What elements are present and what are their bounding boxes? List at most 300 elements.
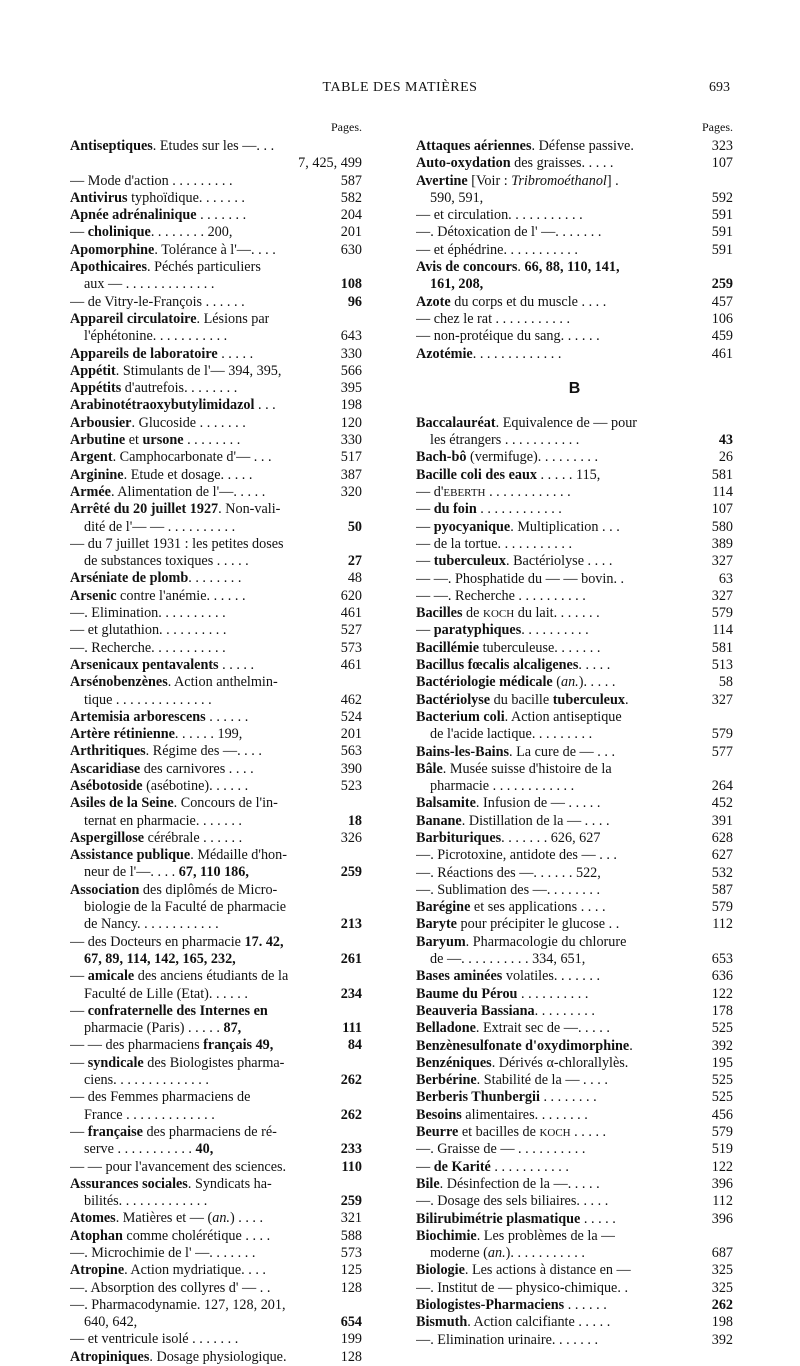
entry-text: de —. . . . . . . . . . 334, 651,: [430, 951, 586, 968]
page-ref: 320: [340, 483, 362, 500]
entry-text: Appétit. Stimulants de l'— 394, 395,: [70, 362, 282, 379]
entry-text: — française des pharmaciens de ré-: [70, 1123, 277, 1140]
page-ref: 587: [340, 172, 362, 189]
entry-text: —. Sublimation des —. . . . . . . .: [416, 881, 601, 898]
index-entry-line: [70, 674, 362, 691]
entry-text: 590, 591,: [430, 189, 484, 206]
index-entry-line: [416, 553, 733, 570]
entry-text: Ascaridiase des carnivores . . . .: [70, 760, 254, 777]
entry-text: Bactériologie médicale (an.). . . . .: [416, 674, 616, 691]
index-entry-line: [70, 1141, 362, 1158]
entry-text: Belladone. Extrait sec de —. . . . .: [416, 1020, 610, 1037]
entry-text: Bilirubimétrie plasmatique . . . . .: [416, 1210, 616, 1227]
page-ref: 63: [718, 570, 733, 587]
index-entry-line: [416, 1245, 733, 1262]
page-ref: 213: [340, 916, 362, 933]
index-entry-line: [70, 864, 362, 881]
index-entry-line: [70, 709, 362, 726]
page-ref: 108: [340, 276, 362, 293]
page-ref: 517: [340, 449, 362, 466]
index-entry-line: [70, 951, 362, 968]
index-entry-line: [416, 449, 733, 466]
page-ref: 198: [711, 1314, 733, 1331]
index-entry-line: [416, 657, 733, 674]
index-entry-line: [416, 294, 733, 311]
index-entry-line: [70, 1072, 362, 1089]
index-entry-line: [416, 1038, 733, 1055]
entry-text: —. Institut de — physico-chimique. .: [416, 1279, 628, 1296]
entry-text: — d'EBERTH . . . . . . . . . . . .: [416, 484, 571, 501]
entry-text: de substances toxiques . . . . .: [84, 553, 249, 570]
page-ref: 111: [342, 1020, 362, 1037]
index-entry-line: [416, 744, 733, 761]
index-entries-right-b: [416, 415, 733, 1349]
entry-text: Bains-les-Bains. La cure de — . . .: [416, 743, 616, 760]
index-entry-line: [70, 813, 362, 830]
page-ref: 457: [711, 293, 733, 310]
page-ref: 325: [711, 1262, 733, 1279]
page-ref: 58: [718, 674, 733, 691]
index-entry-line: [416, 726, 733, 743]
page-ref: 573: [340, 639, 362, 656]
entry-text: Bacillémie tuberculeuse. . . . . . .: [416, 639, 601, 656]
index-entry-line: [70, 1314, 362, 1331]
index-entry-line: [70, 1210, 362, 1227]
page-ref: 195: [711, 1054, 733, 1071]
page-ref: 50: [347, 518, 362, 535]
entry-text: — syndicale des Biologistes pharma-: [70, 1054, 285, 1071]
entry-text: Benzéniques. Dérivés α-chlorallylès.: [416, 1054, 629, 1071]
page-ref: 513: [711, 657, 733, 674]
page-ref: 462: [340, 691, 362, 708]
page-ref: 591: [711, 241, 733, 258]
entry-text: pharmacie (Paris) . . . . . 87,: [84, 1020, 242, 1037]
page-ref: 233: [340, 1141, 362, 1158]
index-entry-line: [70, 328, 362, 345]
page-ref: 581: [711, 466, 733, 483]
page-ref: 27: [347, 553, 362, 570]
entry-text: Baume du Pérou . . . . . . . . . .: [416, 985, 589, 1002]
index-entry-line: [70, 553, 362, 570]
index-entry-line: [70, 1331, 362, 1348]
index-entry-line: [70, 657, 362, 674]
index-entry-line: [70, 743, 362, 760]
entry-text: Arrêté du 20 juillet 1927. Non-vali-: [70, 501, 281, 518]
index-entry-line: [70, 294, 362, 311]
page-ref: 201: [340, 224, 362, 241]
index-entry-line: [416, 674, 733, 691]
page-ref: 581: [711, 639, 733, 656]
page-ref: 628: [711, 829, 733, 846]
index-entry-line: [70, 1003, 362, 1020]
page-ref: 114: [712, 484, 733, 501]
page-ref: 459: [711, 328, 733, 345]
entry-text: Bacilles de KOCH du lait. . . . . . .: [416, 605, 600, 622]
index-entry-line: [416, 242, 733, 259]
entry-text: Biologistes-Pharmaciens . . . . . .: [416, 1297, 607, 1313]
page-ref: 84: [347, 1037, 362, 1054]
index-entry-line: [416, 1176, 733, 1193]
index-entry-line: [416, 882, 733, 899]
index-entry-line: [70, 899, 362, 916]
entry-text: biologie de la Faculté de pharmacie: [84, 899, 287, 916]
page-ref: 107: [711, 155, 733, 172]
index-entry-line: [70, 882, 362, 899]
index-entry-line: [416, 1089, 733, 1106]
index-entry-line: [416, 986, 733, 1003]
index-entry-line: [416, 1297, 733, 1314]
page-ref: 114: [712, 622, 733, 639]
page-ref: 461: [711, 345, 733, 362]
entry-text: serve . . . . . . . . . . . 40,: [84, 1141, 214, 1158]
entry-text: neur de l'—. . . . 67, 110 186,: [84, 864, 249, 881]
entry-text: Armée. Alimentation de l'—. . . . .: [70, 483, 266, 500]
entry-text: 161, 208,: [430, 276, 484, 293]
entry-text: Assistance publique. Médaille d'hon-: [70, 847, 287, 864]
index-entry-line: [416, 916, 733, 933]
index-entry-line: [70, 224, 362, 241]
page-ref: 48: [347, 570, 362, 587]
entry-text: Appareils de laboratoire . . . . .: [70, 345, 254, 362]
page-ref: 321: [340, 1210, 362, 1227]
entry-text: Berberis Thunbergii . . . . . . . .: [416, 1089, 597, 1106]
entry-text: — tuberculeux. Bactériolyse . . . .: [416, 553, 613, 570]
entry-text: —. Graisse de — . . . . . . . . . .: [416, 1141, 586, 1158]
page-ref: 620: [340, 587, 362, 604]
entry-text: — des Femmes pharmaciens de: [70, 1089, 251, 1106]
entry-text: moderne (an.). . . . . . . . . . .: [430, 1245, 585, 1262]
page-ref: 262: [711, 1297, 733, 1313]
entry-text: Arthritiques. Régime des —. . . .: [70, 743, 262, 760]
entry-text: Barégine et ses applications . . . .: [416, 899, 606, 916]
entry-text: Arbousier. Glucoside . . . . . . .: [70, 414, 246, 431]
index-entry-line: [70, 1089, 362, 1106]
index-entry-line: [416, 432, 733, 449]
index-entry-line: [70, 934, 362, 951]
entry-text: 640, 642,: [84, 1314, 138, 1331]
entry-text: —. Pharmacodynamie. 127, 128, 201,: [70, 1296, 286, 1313]
index-entry-line: [70, 397, 362, 414]
index-entry-line: [70, 346, 362, 363]
index-entry-line: [70, 190, 362, 207]
page-ref: 234: [340, 985, 362, 1002]
index-entries-left: [70, 138, 362, 1366]
entry-text: —. Picrotoxine, antidote des — . . .: [416, 847, 617, 864]
index-entry-line: [416, 467, 733, 484]
index-entry-line: [70, 1262, 362, 1279]
entry-text: — — pour l'avancement des sciences.: [70, 1158, 287, 1175]
index-entry-line: [416, 1280, 733, 1297]
index-entry-line: [416, 1159, 733, 1176]
page-ref: 112: [712, 916, 733, 933]
entry-text: l'éphétonine. . . . . . . . . . .: [84, 328, 228, 345]
page-ref: 563: [340, 743, 362, 760]
entry-text: Bactériolyse du bacille tuberculeux.: [416, 691, 629, 708]
entry-text: — — des pharmaciens français 49,: [70, 1037, 274, 1054]
page-ref: 577: [711, 743, 733, 760]
entry-text: Apomorphine. Tolérance à l'—. . . .: [70, 241, 276, 258]
index-entry-line: [416, 813, 733, 830]
entry-text: Balsamite. Infusion de — . . . . .: [416, 795, 601, 812]
page-ref: 7, 425, 499: [298, 155, 362, 172]
entry-text: Beauveria Bassiana. . . . . . . . .: [416, 1002, 595, 1019]
page-ref: 525: [711, 1020, 733, 1037]
entry-text: — paratyphiques. . . . . . . . . .: [416, 622, 589, 639]
entry-text: pharmacie . . . . . . . . . . . .: [430, 778, 575, 795]
index-entry-line: [70, 1228, 362, 1245]
entry-text: Azote du corps et du muscle . . . .: [416, 293, 607, 310]
entry-text: Faculté de Lille (Etat). . . . . .: [84, 985, 248, 1002]
page-ref: 524: [340, 708, 362, 725]
entry-text: Asiles de la Seine. Concours de l'in-: [70, 795, 278, 812]
index-entry-line: [70, 173, 362, 190]
entry-text: bilités. . . . . . . . . . . . .: [84, 1193, 208, 1210]
index-entry-line: [416, 173, 733, 190]
entry-text: —. Elimination. . . . . . . . . .: [70, 605, 226, 622]
page-ref: 588: [340, 1227, 362, 1244]
index-entry-line: [70, 1107, 362, 1124]
index-entry-line: [416, 1193, 733, 1210]
entry-text: Atomes. Matières et — (an.) . . . .: [70, 1210, 264, 1227]
index-entry-line: [70, 276, 362, 293]
entry-text: Apnée adrénalinique . . . . . . .: [70, 207, 247, 224]
page-ref: 110: [341, 1158, 362, 1175]
page-ref: 199: [340, 1331, 362, 1348]
entry-text: Avis de concours. 66, 88, 110, 141,: [416, 259, 620, 276]
index-entry-line: [70, 692, 362, 709]
page-number: 693: [709, 80, 730, 95]
index-entry-line: [416, 1020, 733, 1037]
index-entry-line: [70, 484, 362, 501]
page-ref: 327: [711, 587, 733, 604]
entry-text: — non-protéique du sang. . . . . .: [416, 328, 600, 345]
entry-text: Benzènesulfonate d'oxydimorphine.: [416, 1037, 633, 1054]
page-ref: 461: [340, 656, 362, 673]
index-entry-line: [416, 415, 733, 432]
page-ref: 396: [711, 1210, 733, 1227]
entry-text: Assurances sociales. Syndicats ha-: [70, 1175, 272, 1192]
index-entry-line: [416, 692, 733, 709]
entry-text: Arséniate de plomb. . . . . . . .: [70, 570, 242, 587]
entry-text: — et circulation. . . . . . . . . . .: [416, 207, 583, 224]
index-entry-line: [70, 415, 362, 432]
index-entry-line: [416, 1228, 733, 1245]
entry-text: Baryum. Pharmacologie du chlorure: [416, 933, 627, 950]
index-entry-line: [70, 847, 362, 864]
entry-text: de l'acide lactique. . . . . . . . .: [430, 726, 593, 743]
page-ref: 327: [711, 553, 733, 570]
entry-text: Appareil circulatoire. Lésions par: [70, 310, 270, 327]
index-entries-right-a: [416, 138, 733, 363]
page-ref: 630: [340, 241, 362, 258]
pages-label: Pages.: [702, 120, 733, 134]
page-ref: 178: [711, 1002, 733, 1019]
index-entry-line: [416, 1072, 733, 1089]
index-entry-line: [70, 536, 362, 553]
page-ref: 532: [711, 864, 733, 881]
index-entry-line: [416, 138, 733, 155]
index-entry-line: [70, 1176, 362, 1193]
index-entry-line: [416, 1211, 733, 1228]
page-ref: 452: [711, 795, 733, 812]
index-entry-line: [70, 968, 362, 985]
index-entry-line: [70, 640, 362, 657]
index-entry-line: [416, 605, 733, 622]
page-ref: 26: [718, 449, 733, 466]
section-letter: B: [568, 379, 581, 397]
page-ref: 122: [711, 1158, 733, 1175]
index-entry-line: [70, 1124, 362, 1141]
page-ref: 389: [711, 535, 733, 552]
index-entry-line: [70, 501, 362, 518]
page-ref: 391: [711, 812, 733, 829]
index-entry-line: [416, 1314, 733, 1331]
index-entry-line: [416, 847, 733, 864]
entry-text: Baryte pour précipiter le glucose . .: [416, 916, 620, 933]
entry-text: Bile. Désinfection de la —. . . . .: [416, 1175, 600, 1192]
page-ref: 392: [711, 1037, 733, 1054]
index-column-right: [416, 116, 733, 1349]
entry-text: — amicale des anciens étudiants de la: [70, 968, 289, 985]
entry-text: Antivirus typhoïdique. . . . . . .: [70, 189, 245, 206]
page-ref: 456: [711, 1106, 733, 1123]
entry-text: Arsénobenzènes. Action anthelmin-: [70, 674, 278, 691]
index-entry-line: [416, 519, 733, 536]
index-entry-line: [416, 934, 733, 951]
index-entry-line: [416, 346, 733, 363]
index-entry-line: [416, 951, 733, 968]
index-entry-line: [70, 242, 362, 259]
entry-text: Arsenic contre l'anémie. . . . . .: [70, 587, 246, 604]
page-ref: 687: [711, 1245, 733, 1262]
entry-text: — chez le rat . . . . . . . . . . .: [416, 310, 571, 327]
index-entry-line: [70, 605, 362, 622]
page-ref: 392: [711, 1331, 733, 1348]
page-ref: 525: [711, 1089, 733, 1106]
index-entry-line: [70, 1245, 362, 1262]
page-ref: 566: [340, 362, 362, 379]
index-entry-line: [416, 1262, 733, 1279]
entry-text: les étrangers . . . . . . . . . . .: [430, 432, 580, 449]
page-ref: 204: [340, 207, 362, 224]
index-entry-line: [416, 207, 733, 224]
entry-text: Apothicaires. Péchés particuliers: [70, 259, 261, 276]
entry-text: France . . . . . . . . . . . . .: [84, 1106, 215, 1123]
entry-text: Antiseptiques. Etudes sur les —. . .: [70, 138, 275, 154]
entry-text: Association des diplômés de Micro-: [70, 881, 278, 898]
index-entry-line: [416, 640, 733, 657]
index-entry-line: [416, 968, 733, 985]
page-ref: 390: [340, 760, 362, 777]
entry-text: Beurre et bacilles de KOCH . . . . .: [416, 1124, 607, 1141]
index-entry-line: [70, 1297, 362, 1314]
page-ref: 264: [711, 778, 733, 795]
page-ref: 387: [340, 466, 362, 483]
entry-text: Azotémie. . . . . . . . . . . . .: [416, 345, 562, 362]
entry-text: — —. Recherche . . . . . . . . . .: [416, 587, 586, 604]
index-column-left: [70, 116, 362, 1366]
index-entry-line: [416, 501, 733, 518]
index-entry-line: [416, 536, 733, 553]
index-entry-line: [70, 519, 362, 536]
index-entry-line: [70, 986, 362, 1003]
entry-text: Aspergillose cérébrale . . . . . .: [70, 829, 243, 846]
entry-text: — de Karité . . . . . . . . . . .: [416, 1158, 569, 1175]
page-ref: 627: [711, 847, 733, 864]
index-entry-line: [416, 311, 733, 328]
entry-text: de Nancy. . . . . . . . . . . .: [84, 916, 219, 933]
entry-text: Banane. Distillation de la — . . . .: [416, 812, 610, 829]
page-ref: 395: [340, 380, 362, 397]
index-entry-line: [416, 1124, 733, 1141]
entry-text: Avertine [Voir : Tribromoéthanol] .: [416, 172, 619, 189]
index-entry-line: [416, 899, 733, 916]
page-ref: 128: [340, 1348, 362, 1365]
page-ref: 580: [711, 518, 733, 535]
entry-text: Arabinotétraoxybutylimidazol . . .: [70, 397, 276, 414]
entry-text: Atropiniques. Dosage physiologique.: [70, 1348, 287, 1365]
entry-text: aux — . . . . . . . . . . . . .: [84, 276, 215, 293]
index-entry-line: [416, 830, 733, 847]
pages-label: Pages.: [331, 120, 362, 134]
index-entry-line: [70, 1020, 362, 1037]
page-ref: 262: [340, 1106, 362, 1123]
index-entry-line: [416, 484, 733, 501]
index-entry-line: [70, 1349, 362, 1366]
index-entry-line: [70, 449, 362, 466]
entry-text: — du foin . . . . . . . . . . . .: [416, 501, 562, 518]
index-entry-line: [416, 1107, 733, 1124]
page-ref: 259: [340, 1193, 362, 1210]
entry-text: — et éphédrine. . . . . . . . . . .: [416, 241, 578, 258]
entry-text: Appétits d'autrefois. . . . . . . .: [70, 380, 238, 397]
page-ref: 592: [711, 189, 733, 206]
index-entry-line: [70, 622, 362, 639]
entry-text: —. Elimination urinaire. . . . . . .: [416, 1331, 599, 1348]
entry-text: Bases aminées volatiles. . . . . . .: [416, 968, 601, 985]
entry-text: Baccalauréat. Equivalence de — pour: [416, 414, 638, 431]
page-ref: 325: [711, 1279, 733, 1296]
entry-text: Arsenicaux pentavalents . . . . .: [70, 656, 255, 673]
entry-text: Biologie. Les actions à distance en —: [416, 1262, 631, 1279]
page-ref: 653: [711, 951, 733, 968]
entry-text: — Mode d'action . . . . . . . . .: [70, 172, 233, 189]
index-entry-line: [70, 1280, 362, 1297]
page-ref: 519: [711, 1141, 733, 1158]
page-ref: 106: [711, 310, 733, 327]
entry-text: — pyocyanique. Multiplication . . .: [416, 518, 620, 535]
entry-text: ciens. . . . . . . . . . . . . .: [84, 1072, 209, 1089]
page-ref: 579: [711, 899, 733, 916]
index-entry-line: [416, 276, 733, 293]
index-entry-line: [70, 207, 362, 224]
entry-text: Arginine. Etude et dosage. . . . .: [70, 466, 253, 483]
entry-text: — confraternelle des Internes en: [70, 1002, 268, 1019]
index-entry-line: [70, 432, 362, 449]
entry-text: Berbérine. Stabilité de la — . . . .: [416, 1072, 608, 1089]
index-entry-line: [416, 622, 733, 639]
page-ref: 18: [347, 812, 362, 829]
entry-text: Bâle. Musée suisse d'histoire de la: [416, 760, 612, 777]
index-entry-line: [416, 795, 733, 812]
page-ref: 96: [347, 293, 362, 310]
index-entry-line: [70, 1055, 362, 1072]
entry-text: —. Absorption des collyres d' — . .: [70, 1279, 271, 1296]
index-entry-line: [416, 778, 733, 795]
index-entry-line: [70, 1159, 362, 1176]
entry-text: Artemisia arborescens . . . . . .: [70, 708, 249, 725]
entry-text: Atropine. Action mydriatique. . . .: [70, 1262, 266, 1279]
